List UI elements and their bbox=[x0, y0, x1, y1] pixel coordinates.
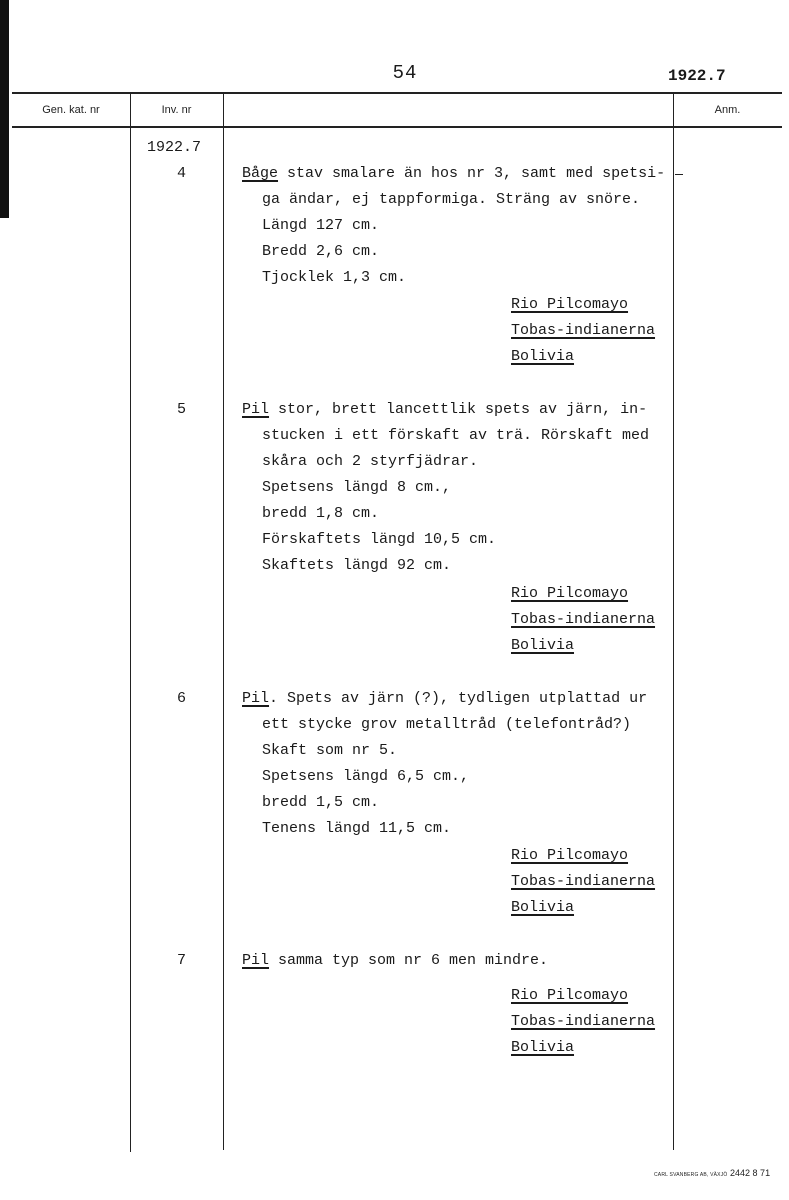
location-people: Tobas-indianerna bbox=[511, 873, 656, 890]
location-country: Bolivia bbox=[511, 637, 575, 654]
location-country: Bolivia bbox=[511, 1039, 575, 1056]
entry-text: . Spets av järn (?), tydligen utplattad ur bbox=[269, 690, 648, 707]
entry-title: Pil bbox=[242, 952, 270, 969]
inv-number: 6 bbox=[177, 690, 187, 707]
page-number: 54 bbox=[392, 62, 418, 84]
entry-line: Skaft som nr 5. bbox=[262, 742, 398, 759]
entry-line: Spetsens längd 8 cm., bbox=[262, 479, 452, 496]
location-river: Rio Pilcomayo bbox=[511, 847, 629, 864]
location-country: Bolivia bbox=[511, 899, 575, 916]
binding-edge bbox=[0, 0, 9, 218]
entry-line: stucken i ett förskaft av trä. Rörskaft med bbox=[262, 427, 650, 444]
entry-line: bredd 1,5 cm. bbox=[262, 794, 380, 811]
entry-line: bredd 1,8 cm. bbox=[262, 505, 380, 522]
entry-text: stav smalare än hos nr 3, samt med spetsi- bbox=[278, 165, 666, 182]
entry-line: skåra och 2 styrfjädrar. bbox=[262, 453, 479, 470]
location-country: Bolivia bbox=[511, 348, 575, 365]
inv-number: 7 bbox=[177, 952, 187, 969]
header-rule bbox=[12, 126, 782, 128]
entry-title: Båge bbox=[242, 165, 279, 182]
column-header-anm: Anm. bbox=[714, 104, 741, 116]
entry-line: Tjocklek 1,3 cm. bbox=[262, 269, 407, 286]
entry-first-line bbox=[242, 397, 647, 423]
entry-title: Pil bbox=[242, 690, 270, 707]
printer-code: 2442 8 71 bbox=[730, 1168, 771, 1178]
location-people: Tobas-indianerna bbox=[511, 611, 656, 628]
entry-title: Pil bbox=[242, 401, 270, 418]
entry-line: Spetsens längd 6,5 cm., bbox=[262, 768, 470, 785]
entry-line: ett stycke grov metalltråd (telefontråd?) bbox=[262, 716, 632, 733]
location-river: Rio Pilcomayo bbox=[511, 296, 629, 313]
page-year-label: 1922.7 bbox=[668, 67, 726, 85]
location-people: Tobas-indianerna bbox=[511, 322, 656, 339]
printer-imprint bbox=[654, 1168, 770, 1178]
printer-name: CARL SVANBERG AB, VÄXJÖ bbox=[654, 1172, 728, 1178]
column-header-inv: Inv. nr bbox=[161, 104, 192, 116]
inv-number: 5 bbox=[177, 401, 187, 418]
column-divider-inv-text bbox=[223, 92, 224, 1150]
entry-line: Längd 127 cm. bbox=[262, 217, 380, 234]
entry-first-line bbox=[242, 948, 548, 974]
location-people: Tobas-indianerna bbox=[511, 1013, 656, 1030]
location-river: Rio Pilcomayo bbox=[511, 987, 629, 1004]
entry-line: Tenens längd 11,5 cm. bbox=[262, 820, 452, 837]
column-header-gen-kat: Gen. kat. nr bbox=[42, 104, 100, 116]
margin-tick bbox=[675, 174, 683, 175]
column-divider-gen-inv bbox=[130, 92, 131, 1152]
entry-text: stor, brett lancettlik spets av järn, in- bbox=[269, 401, 648, 418]
entry-line: Bredd 2,6 cm. bbox=[262, 243, 380, 260]
entry-first-line bbox=[242, 161, 665, 187]
location-river: Rio Pilcomayo bbox=[511, 585, 629, 602]
entry-line: Skaftets längd 92 cm. bbox=[262, 557, 452, 574]
column-divider-text-anm bbox=[673, 92, 674, 1150]
entry-first-line bbox=[242, 686, 647, 712]
series-label: 1922.7 bbox=[147, 139, 202, 156]
inv-number: 4 bbox=[177, 165, 187, 182]
entry-line: Förskaftets längd 10,5 cm. bbox=[262, 531, 497, 548]
entry-text: samma typ som nr 6 men mindre. bbox=[269, 952, 549, 969]
top-rule bbox=[12, 92, 782, 94]
entry-line: ga ändar, ej tappformiga. Sträng av snöre. bbox=[262, 191, 641, 208]
